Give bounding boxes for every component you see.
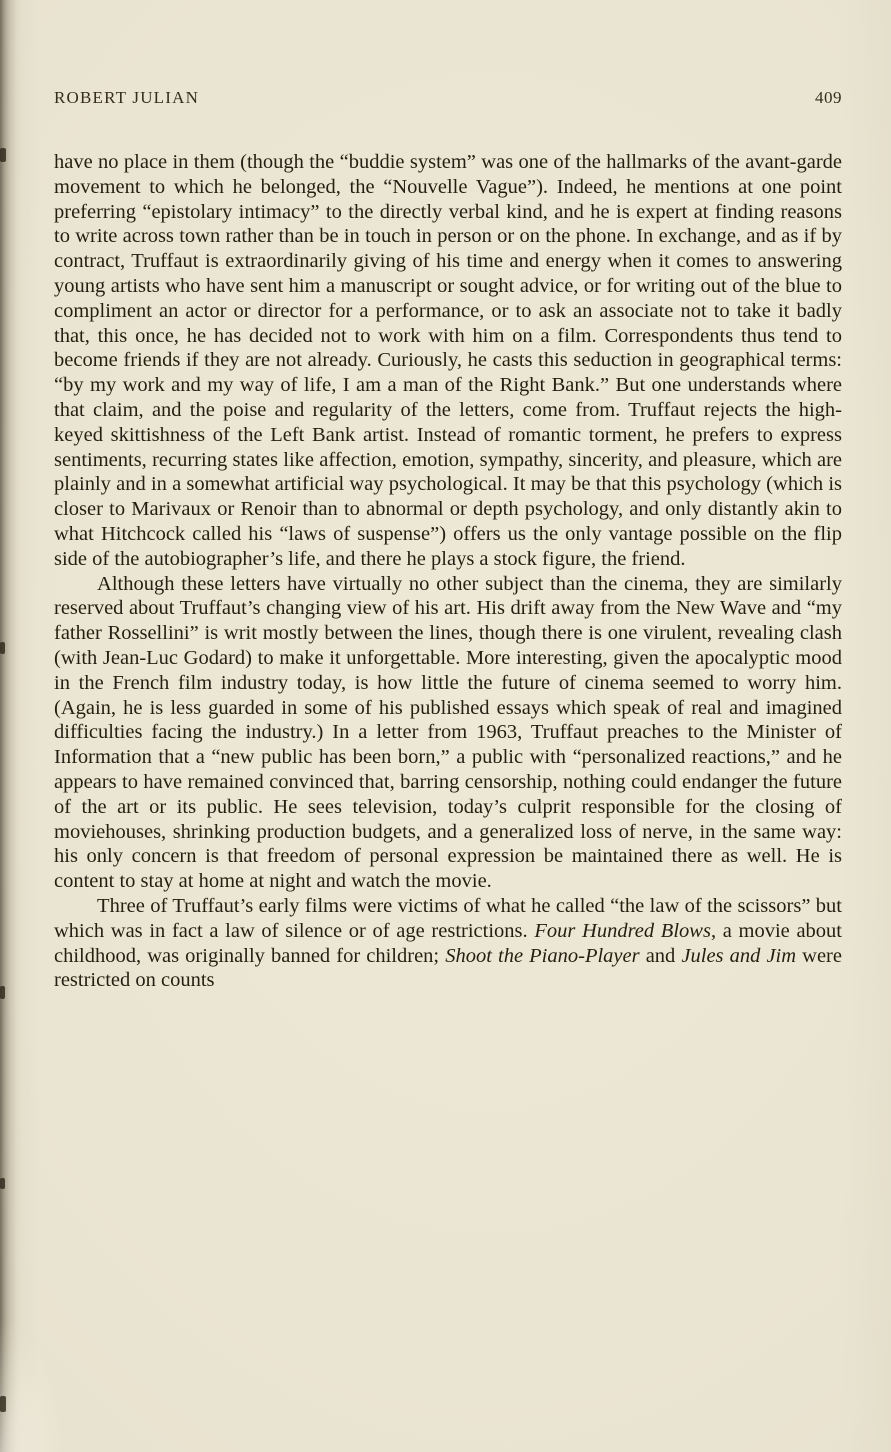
body-text <box>54 150 842 993</box>
paragraph-text-segment: Three of Truffaut’s early films were victims of what he called “the law of the scissors” but which was in fact a law of silence or of age restrictions. <box>54 894 842 942</box>
scan-artifact <box>0 1178 5 1189</box>
paragraph-letters-reserved: Although these letters have virtually no other subject than the cinema, they are similarly reserved about Truffaut’s changing view of his art. His drift away from the New Wave and “my father Rossellini” is writ mostly between the lines, though there is one virulent, revealing clash (with Jean-Luc Godard) to make it unforgettable. More interesting, given the apocalyptic mood in the French film industry today, is how little the future of cinema seemed to worry him. (Again, he is less guarded in some of his published essays which speak of real and imagined difficulties facing the industry.) In a letter from 1963, Truffaut preaches to the Minister of Information that a “new public has been born,” a public with “personalized reactions,” and he appears to have remained convinced that, barring censorship, nothing could endanger the future of the art or its public. He sees television, today’s culprit responsible for the closing of moviehouses, shrinking production budgets, and a generalized loss of nerve, in the same way: his only concern is that freedom of personal expression be maintained there as well. He is content to stay at home at night and watch the movie. <box>54 572 842 893</box>
page-curl-highlight <box>0 1292 60 1452</box>
running-head <box>54 88 842 108</box>
paragraph-text-segment: , a movie about childhood, was originally banned for children; <box>54 919 842 967</box>
film-title-shoot-the-piano-player: Shoot the Piano-Player <box>445 944 640 967</box>
scan-artifact <box>0 1396 6 1412</box>
paragraph-continuation: have no place in them (though the “buddie system” was one of the hallmarks of the avant-garde movement to which he belonged, the “Nouvelle Vague”). Indeed, he mentions at one point preferring “epistolary intimacy” to the directly verbal kind, and he is expert at finding reasons to write across town rather than be in touch in person or on the phone. In exchange, and as if by contract, Truffaut is extraordinarily giving of his time and energy when it comes to answering young artists who have sent him a manuscript or sought advice, or for writing out of the blue to compliment an actor or director for a performance, or to ask an associate not to take it badly that, this once, he has decided not to work with him on a film. Correspondents thus tend to become friends if they are not already. Curiously, he casts this seduction in geographical terms: “by my work and my way of life, I am a man of the Right Bank.” But one understands where that claim, and the poise and regularity of the letters, come from. Truffaut rejects the high-keyed skittishness of the Left Bank artist. Instead of romantic torment, he prefers to express sentiments, recurring states like affection, emotion, sympathy, sincerity, and pleasure, which are plainly and in a somewhat artificial way psychological. It may be that this psychology (which is closer to Marivaux or Renoir than to abnormal or depth psychology, and only distantly akin to what Hitchcock called his “laws of suspense”) offers us the only vantage possible on the flip side of the autobiographer’s life, and there he plays a stock figure, the friend. <box>54 151 842 570</box>
paragraph-early-films <box>54 894 842 993</box>
film-title-jules-and-jim: Jules and Jim <box>681 944 797 967</box>
paragraph-text-segment: and <box>639 944 682 967</box>
running-head-author: ROBERT JULIAN <box>54 88 200 107</box>
paragraph-text-segment: were restricted on counts <box>54 944 842 992</box>
page-number: 409 <box>815 88 842 107</box>
film-title-four-hundred-blows: Four Hundred Blows <box>534 919 711 942</box>
